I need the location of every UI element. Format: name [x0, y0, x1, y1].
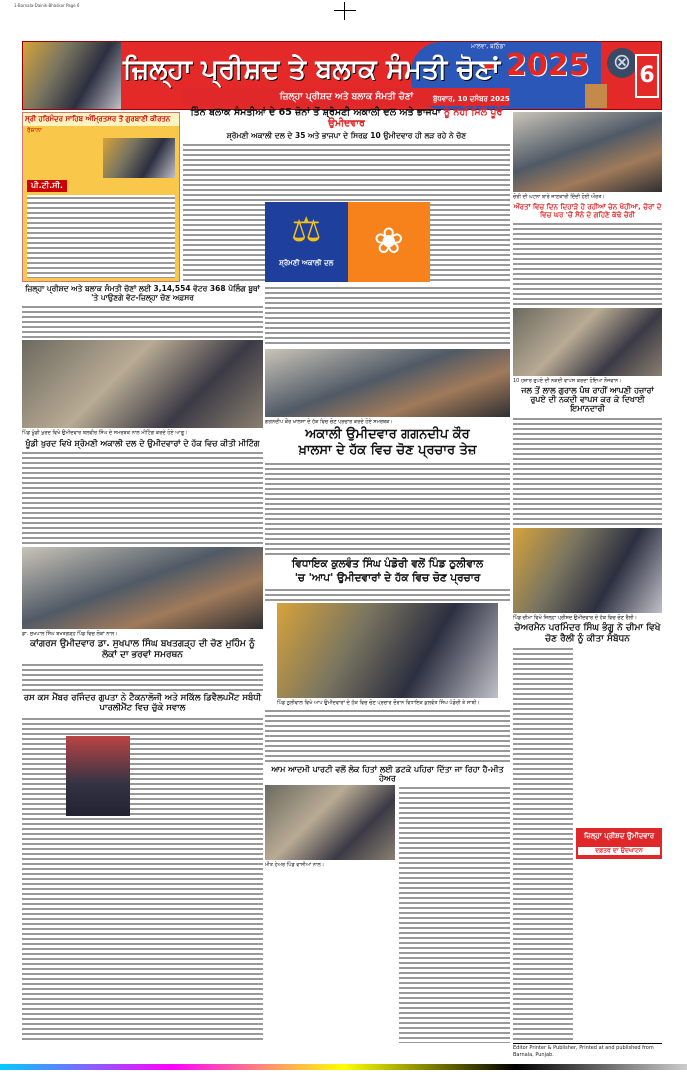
- center2-photo: [277, 603, 498, 698]
- candidate-office-ad: [576, 828, 662, 859]
- masthead-title: ਜ਼ਿਲ੍ਹਾ ਪ੍ਰੀਸ਼ਦ ਤੇ ਬਲਾਕ ਸੰਮਤੀ ਚੋਣਾਂ: [123, 54, 501, 85]
- page-number: 6: [635, 54, 659, 98]
- lead-headline: [183, 108, 510, 130]
- evm-stamp-icon: ⊗: [607, 48, 637, 78]
- ad-channel: ਪੀ.ਟੀ.ਸੀ.: [27, 180, 67, 192]
- party-logos: [265, 202, 430, 282]
- ad-line-1: ਜ਼ਿਲ੍ਹਾ ਪ੍ਰੀਸ਼ਦ ਉਮੀਦਵਾਰ: [583, 831, 655, 840]
- right1-body: [513, 221, 662, 306]
- center2-body: [265, 587, 510, 601]
- left-column: [22, 285, 263, 1043]
- ad-title: ਸ੍ਰੀ ਹਰਿਮੰਦਰ ਸਾਹਿਬ ਅੰਮ੍ਰਿਤਸਰ ਤੋਂ ਗੁਰਬਾਣੀ ਕੀਰਤਨ: [23, 113, 179, 126]
- akali-dal-logo: [265, 202, 348, 282]
- left1-caption: ਪਿੰਡ ਖੂੰਡੀ ਖੁਰਦ ਵਿਖੇ ਉਮੀਦਵਾਰ ਬਲਵੀਰ ਸਿੰਘ ਦੇ ਸਮਰਥਕ ਨਾਲ ਮੀਟਿੰਗ ਕਰਦੇ ਹੋਏ ਆਗੂ।: [22, 430, 188, 437]
- right2-body: [513, 416, 662, 526]
- lotus-icon: ❀: [373, 221, 404, 262]
- lead-body-continued: [265, 285, 510, 347]
- right1-photo: [513, 112, 662, 192]
- ptc-gurbani-ad: [22, 112, 180, 282]
- center3-area: [265, 785, 510, 1043]
- center3-caption: ਮੀਤ ਹੇਅਰ ਪਿੰਡ ਵਾਸੀਆਂ ਨਾਲ।: [265, 862, 325, 869]
- slug-line: 1-Barnala-Dainik-Bhaskar Page 6: [14, 3, 80, 8]
- edition-label: ਮਾਲਵਾ, ਬਠਿੰਡਾ: [471, 43, 506, 50]
- imprint: Editor Printer & Publisher, Printed at and published from Barnala, Punjab.: [513, 1043, 662, 1058]
- left3-caption: ਡਾ. ਸੁਖਪਾਲ ਸਿੰਘ ਬਖਤਗੜ੍ਹ ਪਿੰਡ ਵਿਚ ਲੋਕਾਂ ਨਾਲ।: [22, 630, 118, 637]
- right3-body: [513, 646, 573, 1041]
- left1-headline: ਜ਼ਿਲ੍ਹਾ ਪ੍ਰੀਸ਼ਦ ਅਤੇ ਬਲਾਕ ਸੰਮਤੀ ਚੋਣਾਂ ਲਈ 3,14,554 ਵੋਟਰ 368 ਪੋਲਿੰਗ ਬੂਥਾਂ 'ਤੇ ਪਾਉਣਗੇ ਵੋਟ-ਜ਼ਿਲ੍ਹਾ ਚੋਣ ਅਫ਼ਸਰ: [25, 284, 260, 302]
- center1-headline-1: ਅਕਾਲੀ ਉਮੀਦਵਾਰ ਗਗਨਦੀਪ ਕੌਰ: [305, 426, 470, 442]
- left2-body: [22, 450, 263, 545]
- right1-headline: ਔਰਤਾਂ ਵਿਚ ਦਿਨ ਦਿਹਾੜੇ ਹੋ ਰਹੀਆਂ ਚੇਨ ਖੋਹੀਆਂ, ਚੋਰਾਂ ਦੇ ਵਿਚ ਘਰ 'ਚੋਂ ਸੋਨੇ ਦੇ ਗਹਿਣੇ ਕੱਢੇ ਚੋਰੀ: [513, 202, 662, 219]
- left3-photo: [22, 547, 263, 629]
- right2-caption: 10 ਹਜ਼ਾਰ ਰੁਪਏ ਦੀ ਨਕਦੀ ਵਾਪਸ ਕਰਦਾ ਹੋਇਆ ਨੌਜਵਾਨ।: [513, 377, 622, 384]
- registration-mark: [344, 2, 345, 20]
- right3-area: [513, 646, 662, 1041]
- center2-caption: ਪਿੰਡ ਠੁਲੀਵਾਲ ਵਿਖੇ ਆਪ ਉਮੀਦਵਾਰਾਂ ਦੇ ਹੱਕ ਵਿਚ ਚੋਣ ਪ੍ਰਚਾਰ ਦੌਰਾਨ ਵਿਧਾਇਕ ਕੁਲਵੰਤ ਸਿੰਘ ਪੰਡੋਰੀ ਤੇ ਸਾਥੀ।: [277, 699, 480, 706]
- center1-caption: ਗਗਨਦੀਪ ਕੌਰ ਖ਼ਾਲਸਾ ਦੇ ਹੱਕ ਵਿਚ ਚੋਣ ਪ੍ਰਚਾਰ ਕਰਦੇ ਹੋਏ ਸਮਰਥਕ।: [265, 419, 393, 425]
- voters-photo: [23, 42, 121, 109]
- center-column: [265, 285, 510, 1043]
- color-bar: [0, 1064, 687, 1070]
- center1-photo: [265, 349, 510, 417]
- lead-headline-b: ਨੂੰ ਨਹੀਂ ਮਿਲੇ ਪੂਰੇ ਉਮੀਦਵਾਰ: [328, 107, 503, 129]
- center1-headline-2: ਖ਼ਾਲਸਾ ਦੇ ਹੱਕ ਵਿਚ ਚੋਣ ਪ੍ਰਚਾਰ ਤੇਜ਼: [298, 443, 477, 459]
- center3-headline: ਆਮ ਆਦਮੀ ਪਾਰਟੀ ਵਲੋਂ ਲੋਕ ਹਿਤਾਂ ਲਈ ਡਟਕੇ ਪਹਿਰਾ ਦਿੱਤਾ ਜਾ ਰਿਹਾ ਹੈ-ਮੀਤ ਹੇਅਰ: [271, 765, 504, 784]
- left4-body: [22, 716, 263, 1043]
- left3-body: [22, 662, 263, 692]
- date-label: ਬੁੱਧਵਾਰ, 10 ਦਸੰਬਰ 2025: [433, 95, 510, 103]
- portrait-photo: [66, 736, 130, 816]
- center2-headline-1: ਵਿਧਾਇਕ ਕੁਲਵੰਤ ਸਿੰਘ ਪੰਡੋਰੀ ਵਲੋਂ ਪਿੰਡ ਠੁਲੀਵਾਲ: [291, 558, 484, 571]
- center3-photo: [265, 785, 395, 860]
- right3-photo: [513, 528, 662, 613]
- lead-headline-a: ਤਿੰਨ ਬਲਾਕ ਸੰਮਤੀਆਂ ਦੇ 65 ਜ਼ੋਨਾਂ ਤੋਂ ਸ਼੍ਰੋਮਣੀ ਅਕਾਲੀ ਦਲ ਅਤੇ ਭਾਜਪਾ: [190, 107, 444, 118]
- ad-body: [27, 195, 175, 278]
- lead-body: [183, 142, 510, 282]
- left1-photo: [22, 340, 263, 428]
- masthead-year: - 2025: [483, 48, 590, 83]
- center3-body: [399, 785, 510, 1043]
- scales-icon: ⚖: [291, 210, 322, 250]
- section-bar: ਜ਼ਿਲ੍ਹਾ ਪ੍ਰੀਸ਼ਦ ਅਤੇ ਬਲਾਕ ਸੰਮਤੀ ਚੋਣਾਂ: [183, 88, 510, 106]
- left1-body: [22, 304, 263, 338]
- lead-subhead: ਸ਼੍ਰੋਮਣੀ ਅਕਾਲੀ ਦਲ ਦੇ 35 ਅਤੇ ਭਾਜਪਾ ਦੇ ਸਿਰਫ਼ 10 ਉਮੀਦਵਾਰ ਹੀ ਲੜ ਰਹੇ ਨੇ ਚੋਣ: [226, 130, 467, 140]
- right-column: [513, 112, 662, 1058]
- left2-headline: ਖੂੰਡੀ ਖੁਰਦ ਵਿਖੇ ਸ਼੍ਰੋਮਣੀ ਅਕਾਲੀ ਦਲ ਦੇ ਉਮੀਦਵਾਰਾਂ ਦੇ ਹੱਕ ਵਿਚ ਕੀਤੀ ਮੀਟਿੰਗ: [25, 438, 260, 448]
- center2-body-2: [265, 708, 510, 763]
- right2-headline: ਜਲ ਤੋਂ ਲਾਲ ਗੁਰਾਲ ਪੰਥ ਰਾਹੀਂ ਆਪਣੀ ਹਜ਼ਾਰਾਂ ਰੁਪਏ ਦੀ ਨਕਦੀ ਵਾਪਸ ਕਰ ਕੇ ਦਿਖਾਈ ਇਮਾਨਦਾਰੀ: [521, 386, 654, 414]
- bjp-logo: [348, 202, 431, 282]
- registration-mark: [334, 10, 356, 11]
- lead-article: [183, 88, 510, 282]
- left4-headline: ਰਸ ਕਸ ਮੈਂਬਰ ਰਜਿੰਦਰ ਗੁਪਤਾ ਨੇ ਟੈਕਨਾਲੋਜੀ ਅਤੇ ਸਕਿੱਲ ਡਿਵੈਲਪਮੈਂਟ ਸਬੰਧੀ ਪਾਰਲੀਮੈਂਟ ਵਿਚ ਚੁੱਕੇ ਸਵਾਲ: [23, 693, 262, 713]
- golden-temple-image: [103, 138, 175, 178]
- center2-headline-2: 'ਚ 'ਆਪ' ਉਮੀਦਵਾਰਾਂ ਦੇ ਹੱਕ ਵਿਚ ਚੋਣ ਪ੍ਰਚਾਰ: [294, 572, 481, 585]
- right3-caption: ਪਿੰਡ ਚੀਮਾ ਵਿਖੇ ਜ਼ਿਲ੍ਹਾ ਪ੍ਰੀਸ਼ਦ ਉਮੀਦਵਾਰ ਦੇ ਹੱਕ ਵਿਚ ਚੋਣ ਰੈਲੀ।: [513, 614, 637, 621]
- ad-sub: ਰੋਜ਼ਾਨਾ: [27, 127, 42, 134]
- right3-headline: ਚੇਅਰਮੈਨ ਪਰਮਿੰਦਰ ਸਿੰਘ ਭੰਗੂ ਨੇ ਚੀਮਾ ਵਿਖੇ ਚੋਣ ਰੈਲੀ ਨੂੰ ਕੀਤਾ ਸੰਬੋਧਨ: [514, 623, 661, 644]
- right1-caption: ਚੋਰੀ ਦੀ ਘਟਨਾ ਬਾਰੇ ਜਾਣਕਾਰੀ ਦਿੰਦੀ ਹੋਈ ਔਰਤ।: [513, 194, 605, 200]
- ad-line-2: ਦਫ਼ਤਰ ਦਾ ਉਦਘਾਟਨ: [578, 847, 660, 855]
- right2-photo: [513, 308, 662, 376]
- center1-body: [265, 461, 510, 556]
- akali-logo-text: ਸ਼੍ਰੋਮਣੀ ਅਕਾਲੀ ਦਲ: [279, 259, 334, 267]
- ballot-box-icon: [585, 84, 607, 108]
- left3-headline: ਕਾਂਗਰਸ ਉਮੀਦਵਾਰ ਡਾ. ਸੁਖਪਾਲ ਸਿੰਘ ਬਖਤਗੜ੍ਹ ਦੀ ਚੋਣ ਮੁਹਿੰਮ ਨੂੰ ਲੋਕਾਂ ਦਾ ਭਰਵਾਂ ਸਮਰਥਨ: [30, 639, 255, 660]
- center3-photo-block: [265, 785, 395, 1043]
